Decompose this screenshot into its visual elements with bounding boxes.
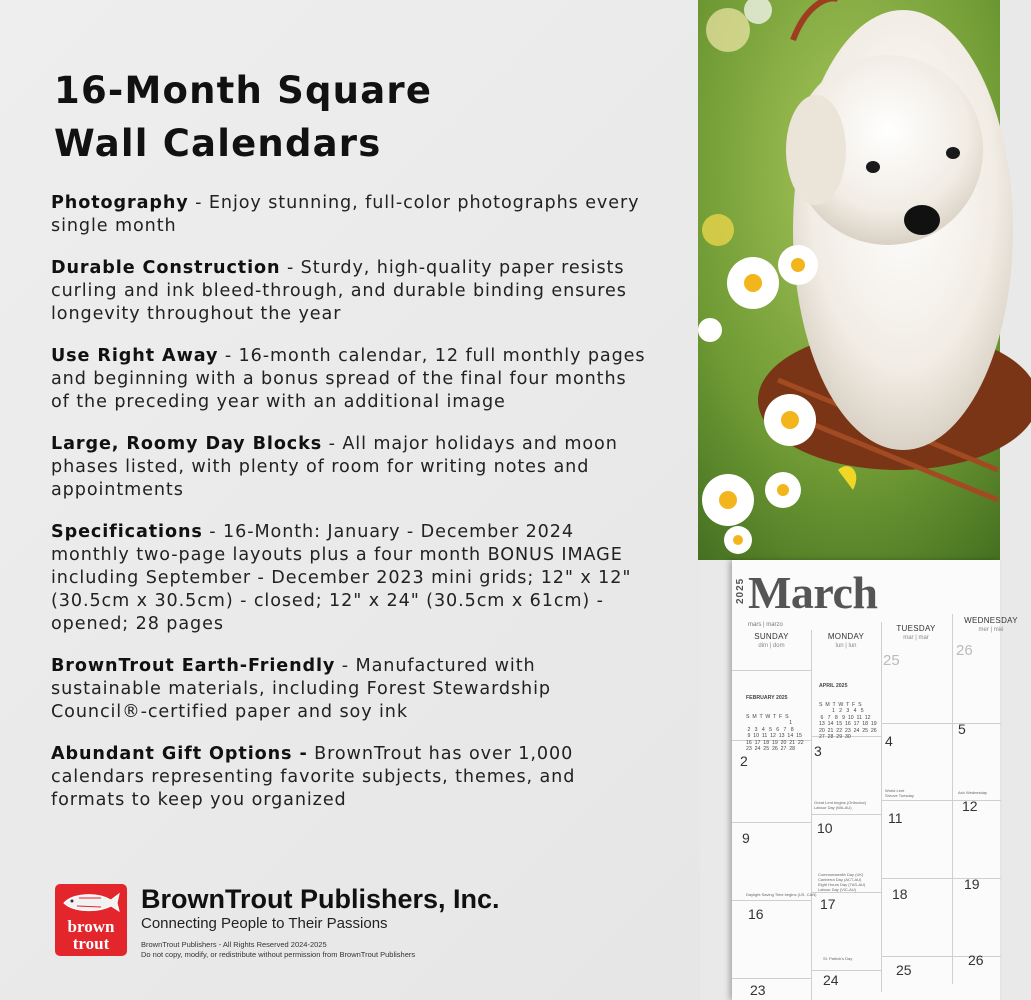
weekday-name: SUNDAY (754, 632, 789, 641)
day-number: 24 (823, 972, 839, 988)
feature-day-blocks (51, 433, 651, 502)
calendar-page-march (732, 560, 1018, 1000)
feature-list (51, 192, 651, 831)
feature-heading: Specifications (51, 522, 203, 542)
day-number: 9 (742, 830, 750, 846)
calendar-month-sub: mars | marzo (748, 622, 783, 628)
copyright-line-2: Do not copy, modify, or redistribute without permission from BrownTrout Publishers (141, 950, 416, 959)
day-number: 16 (748, 906, 764, 922)
weekday-sub: lun | lun (835, 643, 857, 649)
feature-heading: Durable Construction (51, 258, 281, 278)
weekday-name: TUESDAY (896, 624, 936, 633)
feature-heading: BrownTrout Earth-Friendly (51, 656, 336, 676)
calendar-photo-puppy (698, 0, 1000, 560)
holiday-note: Great Lent begins (Orthodox) Labour Day (WA-AU) (814, 800, 867, 810)
day-number: 26 (968, 952, 984, 968)
day-number: 10 (817, 820, 833, 836)
logo-text-brown: brown (67, 917, 115, 936)
grid-line (811, 630, 812, 1000)
grid-line (881, 878, 1001, 879)
publisher-name: BrownTrout Publishers, Inc. (141, 884, 500, 914)
grid-line (811, 892, 881, 893)
holiday-note: World Lent Shrove Tuesday (885, 788, 914, 798)
holiday-note: St. Patrick's Day (823, 956, 853, 961)
mini-calendar-grid: S M T W T F S 1 2 3 4 5 6 7 8 9 10 11 12 13 14 15 16 17 18 19 20 21 22 23 24 25 26 27 28 29 30 (819, 702, 877, 741)
logo-text-trout: trout (72, 934, 110, 953)
weekday-wednesday (951, 616, 1031, 633)
feature-heading: Photography (51, 193, 189, 213)
holiday-note: Daylight Saving Time begins (US, CAN) (746, 892, 817, 897)
mini-calendar-title: FEBRUARY 2025 (746, 694, 788, 701)
grid-line (811, 970, 881, 971)
weekday-sub: mer | mié (978, 627, 1004, 633)
weekday-tuesday (881, 624, 951, 641)
page-title (54, 64, 432, 170)
calendar-month: March (748, 567, 878, 618)
day-number: 11 (888, 810, 903, 826)
day-number: 26 (956, 642, 973, 659)
grid-line (732, 670, 811, 671)
day-number: 5 (958, 721, 966, 737)
feature-text: - 16-Month: January - December 2024 monthly two-page layouts plus a four month BONUS IMAGE including September - December 2023 mini grids; 12" x 12" (30.5cm x 30.5cm) - closed; 12" x 24" (30.5cm x 61cm) - opened; 28 pages (51, 522, 632, 634)
day-number: 3 (814, 743, 822, 759)
grid-line (732, 822, 811, 823)
mini-calendar-february (746, 682, 804, 765)
grid-line (732, 900, 811, 901)
browntrout-logo (55, 884, 127, 956)
day-number: 2 (740, 753, 748, 769)
mini-calendar-april (819, 670, 877, 753)
feature-gift-options (51, 743, 651, 812)
weekday-name: WEDNESDAY (964, 616, 1018, 625)
feature-text: - Manufactured with sustainable materials, including Forest Stewardship Council®-certified paper and soy ink (51, 656, 551, 722)
feature-use-right-away (51, 345, 651, 414)
feature-specifications (51, 521, 651, 636)
puppy-photo-illustration (698, 0, 1000, 560)
feature-text: BrownTrout has over 1,000 calendars representing favorite subjects, themes, and formats to keep you organized (51, 744, 576, 810)
grid-line (881, 723, 1001, 724)
feature-text: - 16-month calendar, 12 full monthly pages and beginning with a bonus spread of the final four months of the preceding year with an additional image (51, 346, 646, 412)
weekday-monday (811, 632, 881, 649)
feature-text: - All major holidays and moon phases listed, with plenty of room for writing notes and appointments (51, 434, 618, 500)
grid-line (811, 814, 881, 815)
day-number: 12 (962, 798, 978, 814)
feature-text: - Enjoy stunning, full-color photographs every single month (51, 193, 640, 236)
title-line-1: 16-Month Square (54, 69, 433, 112)
publisher-tagline: Connecting People to Their Passions (141, 915, 388, 932)
day-number: 18 (892, 886, 908, 902)
feature-photography (51, 192, 651, 238)
weekday-sub: dim | dom (758, 643, 785, 649)
grid-line (952, 614, 953, 984)
weekday-sunday (732, 632, 811, 649)
mini-calendar-title: APRIL 2025 (819, 682, 848, 689)
copyright-line-1: BrownTrout Publishers - All Rights Reserved 2024-2025 (141, 940, 327, 949)
day-number: 25 (896, 962, 912, 978)
feature-earth-friendly (51, 655, 651, 724)
day-number: 23 (750, 982, 766, 998)
calendar-year: 2025 (735, 577, 746, 604)
day-number: 17 (820, 896, 836, 912)
feature-durable-construction (51, 257, 651, 326)
copyright-notice (141, 940, 415, 960)
feature-heading: Large, Roomy Day Blocks (51, 434, 323, 454)
feature-heading: Use Right Away (51, 346, 219, 366)
title-line-2: Wall Calendars (54, 122, 382, 165)
trout-icon (61, 889, 121, 915)
feature-text: - Sturdy, high-quality paper resists curling and ink bleed-through, and durable binding ensures longevity throughout the year (51, 258, 627, 324)
day-number: 19 (964, 876, 980, 892)
day-number: 4 (885, 733, 893, 749)
day-number: 25 (883, 652, 900, 669)
grid-line (881, 800, 1001, 801)
feature-heading: Abundant Gift Options - (51, 744, 308, 764)
weekday-sub: mar | mar (903, 635, 929, 641)
grid-line (732, 978, 811, 979)
weekday-name: MONDAY (827, 632, 865, 641)
holiday-note: Ash Wednesday (958, 790, 988, 795)
mini-calendar-grid: S M T W T F S 1 2 3 4 5 6 7 8 9 10 11 12 13 14 15 16 17 18 19 20 21 22 23 24 25 26 27 28 (746, 714, 804, 753)
grid-line (881, 622, 882, 992)
holiday-note: Commonwealth Day (UK) Canberra Day (ACT-AU) Eight Hours Day (TAS-AU) Labour Day (VIC-AU) (818, 872, 866, 892)
